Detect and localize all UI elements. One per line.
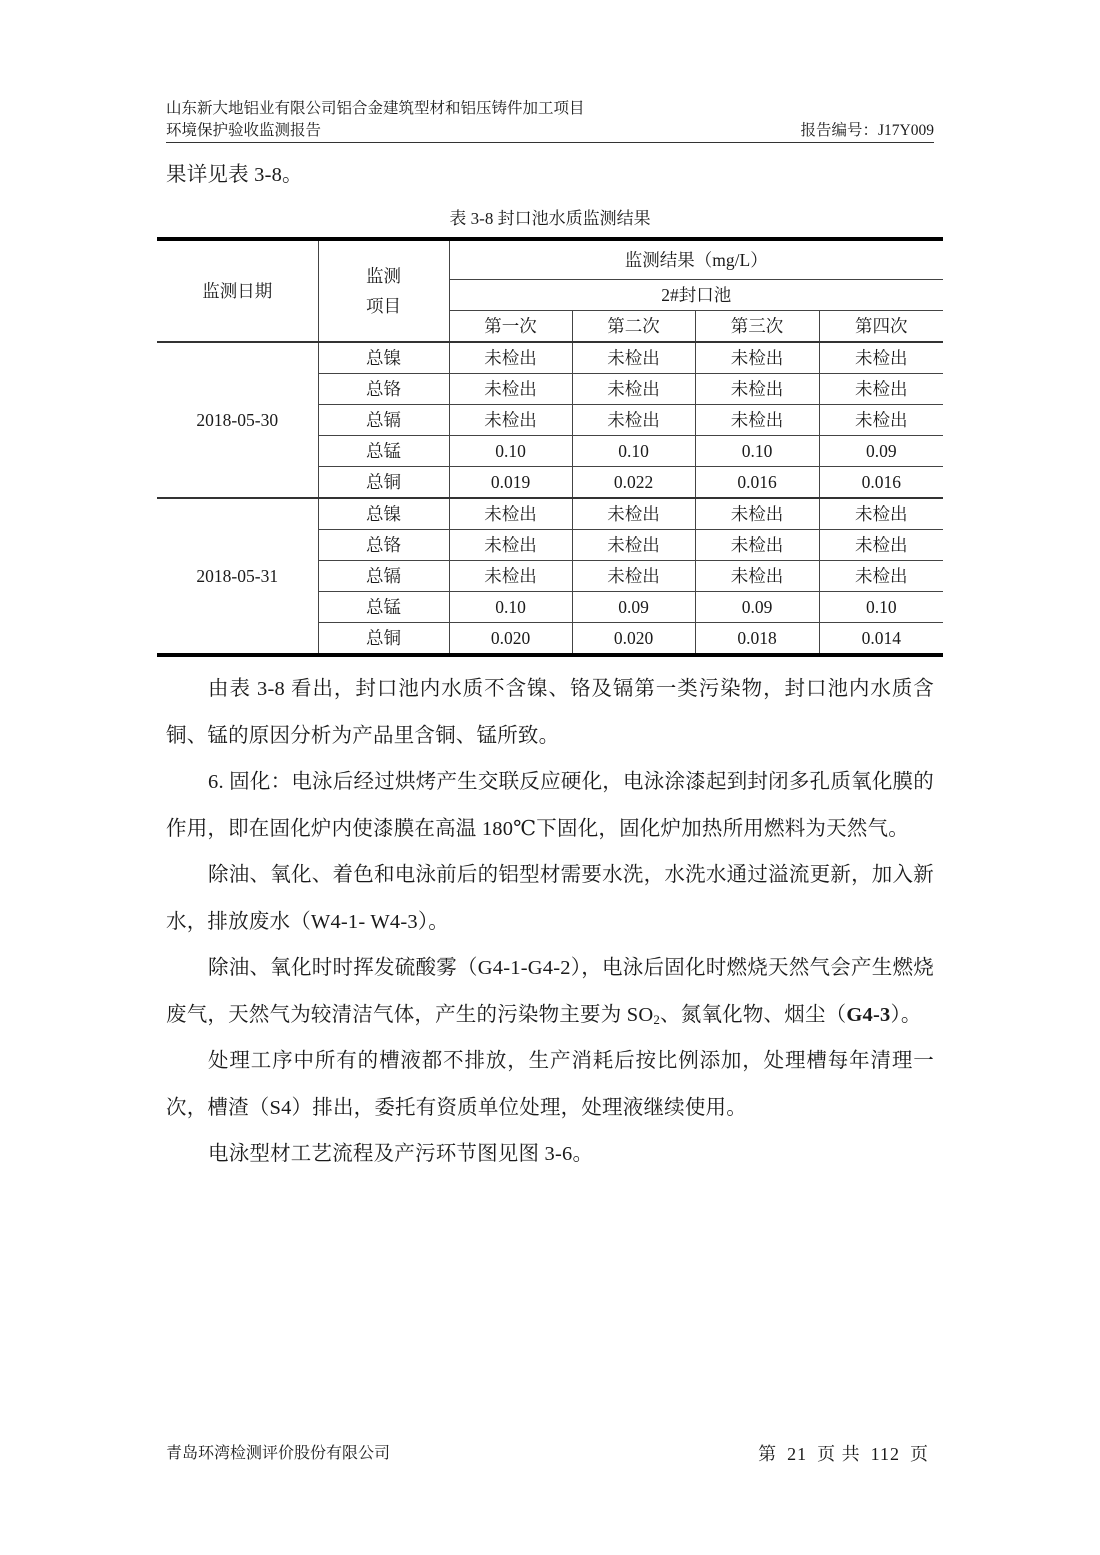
value-cell: 未检出 — [819, 405, 943, 436]
paragraph-analysis: 由表 3-8 看出，封口池内水质不含镍、铬及镉第一类污染物，封口池内水质含铜、锰的原因分析为产品里含铜、锰所致。 — [166, 678, 934, 747]
value-cell: 0.10 — [449, 436, 572, 467]
value-cell: 未检出 — [819, 374, 943, 405]
value-cell: 0.022 — [572, 467, 695, 499]
value-cell: 0.016 — [695, 467, 819, 499]
table-row — [157, 498, 943, 530]
paragraph-figure-ref: 电泳型材工艺流程及产污环节图见图 3-6。 — [208, 1143, 594, 1165]
value-cell: 未检出 — [449, 561, 572, 592]
report-number-value: J17Y009 — [878, 122, 934, 139]
value-cell: 0.018 — [695, 623, 819, 656]
date-cell: 2018-05-31 — [157, 498, 318, 655]
body-paragraphs — [166, 666, 934, 1178]
date-cell: 2018-05-30 — [157, 342, 318, 498]
value-cell: 0.09 — [695, 592, 819, 623]
value-cell: 0.016 — [819, 467, 943, 499]
result-header: 监测结果（mg/L） — [449, 239, 943, 280]
value-cell: 未检出 — [819, 561, 943, 592]
value-cell: 0.020 — [449, 623, 572, 656]
col-header-item-line2: 项目 — [366, 296, 401, 316]
value-cell: 未检出 — [572, 498, 695, 530]
value-cell: 0.09 — [572, 592, 695, 623]
emissions-text-2: 、氮氧化物、烟尘 — [660, 1003, 826, 1026]
item-cell: 总镍 — [318, 498, 449, 530]
col-header-item — [318, 239, 449, 342]
report-number-label: 报告编号： — [800, 122, 879, 139]
value-cell: 0.10 — [695, 436, 819, 467]
value-cell: 0.019 — [449, 467, 572, 499]
paragraph-curing: 6. 固化：电泳后经过烘烤产生交联反应硬化，电泳涂漆起到封闭多孔质氧化膜的作用，即在固化炉内使漆膜在高温 180℃下固化，固化炉加热所用燃料为天然气。 — [166, 771, 934, 840]
item-cell: 总铜 — [318, 623, 449, 656]
value-cell: 未检出 — [572, 405, 695, 436]
page-mid: 页 共 — [817, 1444, 861, 1464]
footer-company: 青岛环湾检测评价股份有限公司 — [166, 1445, 391, 1462]
value-cell: 未检出 — [449, 374, 572, 405]
table-row — [157, 342, 943, 374]
intro-line: 果详见表 3-8。 — [166, 164, 303, 186]
page-current: 21 — [787, 1444, 808, 1464]
value-cell: 未检出 — [449, 342, 572, 374]
value-cell: 未检出 — [572, 342, 695, 374]
value-cell: 未检出 — [572, 530, 695, 561]
emissions-open-paren: （ — [825, 1003, 847, 1026]
emissions-text-1: 除油、氧化时时挥发硫酸雾（G4-1-G4-2），电泳后固化时燃烧天然气会产生燃烧废气，天然气为较清洁气体，产生的污染物主要为 SO — [166, 957, 934, 1026]
value-cell: 未检出 — [695, 405, 819, 436]
report-title: 环境保护验收监测报告 — [166, 122, 322, 139]
value-cell: 未检出 — [819, 342, 943, 374]
paragraph-washing: 除油、氧化、着色和电泳前后的铝型材需要水洗，水洗水通过溢流更新，加入新水，排放废水（W4-1- W4-3）。 — [166, 864, 934, 933]
item-cell: 总锰 — [318, 592, 449, 623]
page-suffix: 页 — [910, 1444, 929, 1464]
round-header: 第一次 — [449, 311, 572, 343]
paragraph-emissions — [166, 945, 934, 1038]
value-cell: 未检出 — [695, 342, 819, 374]
value-cell: 0.09 — [819, 436, 943, 467]
value-cell: 未检出 — [695, 561, 819, 592]
value-cell: 未检出 — [449, 405, 572, 436]
value-cell: 0.020 — [572, 623, 695, 656]
round-header: 第三次 — [695, 311, 819, 343]
page-number — [753, 1440, 934, 1466]
report-number — [801, 120, 935, 142]
page-prefix: 第 — [758, 1444, 778, 1464]
value-cell: 0.10 — [449, 592, 572, 623]
item-cell: 总锰 — [318, 436, 449, 467]
value-cell: 未检出 — [695, 374, 819, 405]
value-cell: 0.10 — [572, 436, 695, 467]
value-cell: 未检出 — [449, 530, 572, 561]
value-cell: 未检出 — [449, 498, 572, 530]
item-cell: 总铬 — [318, 530, 449, 561]
paragraph-tank-liquid: 处理工序中所有的槽液都不排放，生产消耗后按比例添加，处理槽每年清理一次，槽渣（S4）排出，委托有资质单位处理，处理液继续使用。 — [166, 1050, 934, 1119]
value-cell: 未检出 — [572, 374, 695, 405]
page-footer — [166, 1440, 934, 1466]
value-cell: 0.10 — [819, 592, 943, 623]
item-cell: 总铜 — [318, 467, 449, 499]
monitoring-results-table — [157, 237, 943, 657]
value-cell: 未检出 — [819, 498, 943, 530]
header-divider — [166, 142, 934, 143]
round-header: 第四次 — [819, 311, 943, 343]
col-header-item-line1: 监测 — [366, 266, 401, 286]
round-header: 第二次 — [572, 311, 695, 343]
emissions-code: G4-3 — [846, 1003, 891, 1026]
value-cell: 未检出 — [695, 498, 819, 530]
value-cell: 未检出 — [572, 561, 695, 592]
value-cell: 未检出 — [695, 530, 819, 561]
value-cell: 0.014 — [819, 623, 943, 656]
emissions-subscript: 2 — [653, 1011, 661, 1027]
item-cell: 总铬 — [318, 374, 449, 405]
item-cell: 总镍 — [318, 342, 449, 374]
col-header-date: 监测日期 — [157, 239, 318, 342]
table-caption: 表 3-8 封口池水质监测结果 — [449, 209, 651, 228]
item-cell: 总镉 — [318, 561, 449, 592]
item-cell: 总镉 — [318, 405, 449, 436]
emissions-close-paren: ）。 — [890, 1003, 922, 1026]
page-total: 112 — [870, 1444, 900, 1464]
location-header: 2#封口池 — [449, 280, 943, 311]
page-header — [166, 98, 934, 142]
intro-text — [166, 152, 934, 199]
value-cell: 未检出 — [819, 530, 943, 561]
project-title: 山东新大地铝业有限公司铝合金建筑型材和铝压铸件加工项目 — [166, 100, 585, 117]
